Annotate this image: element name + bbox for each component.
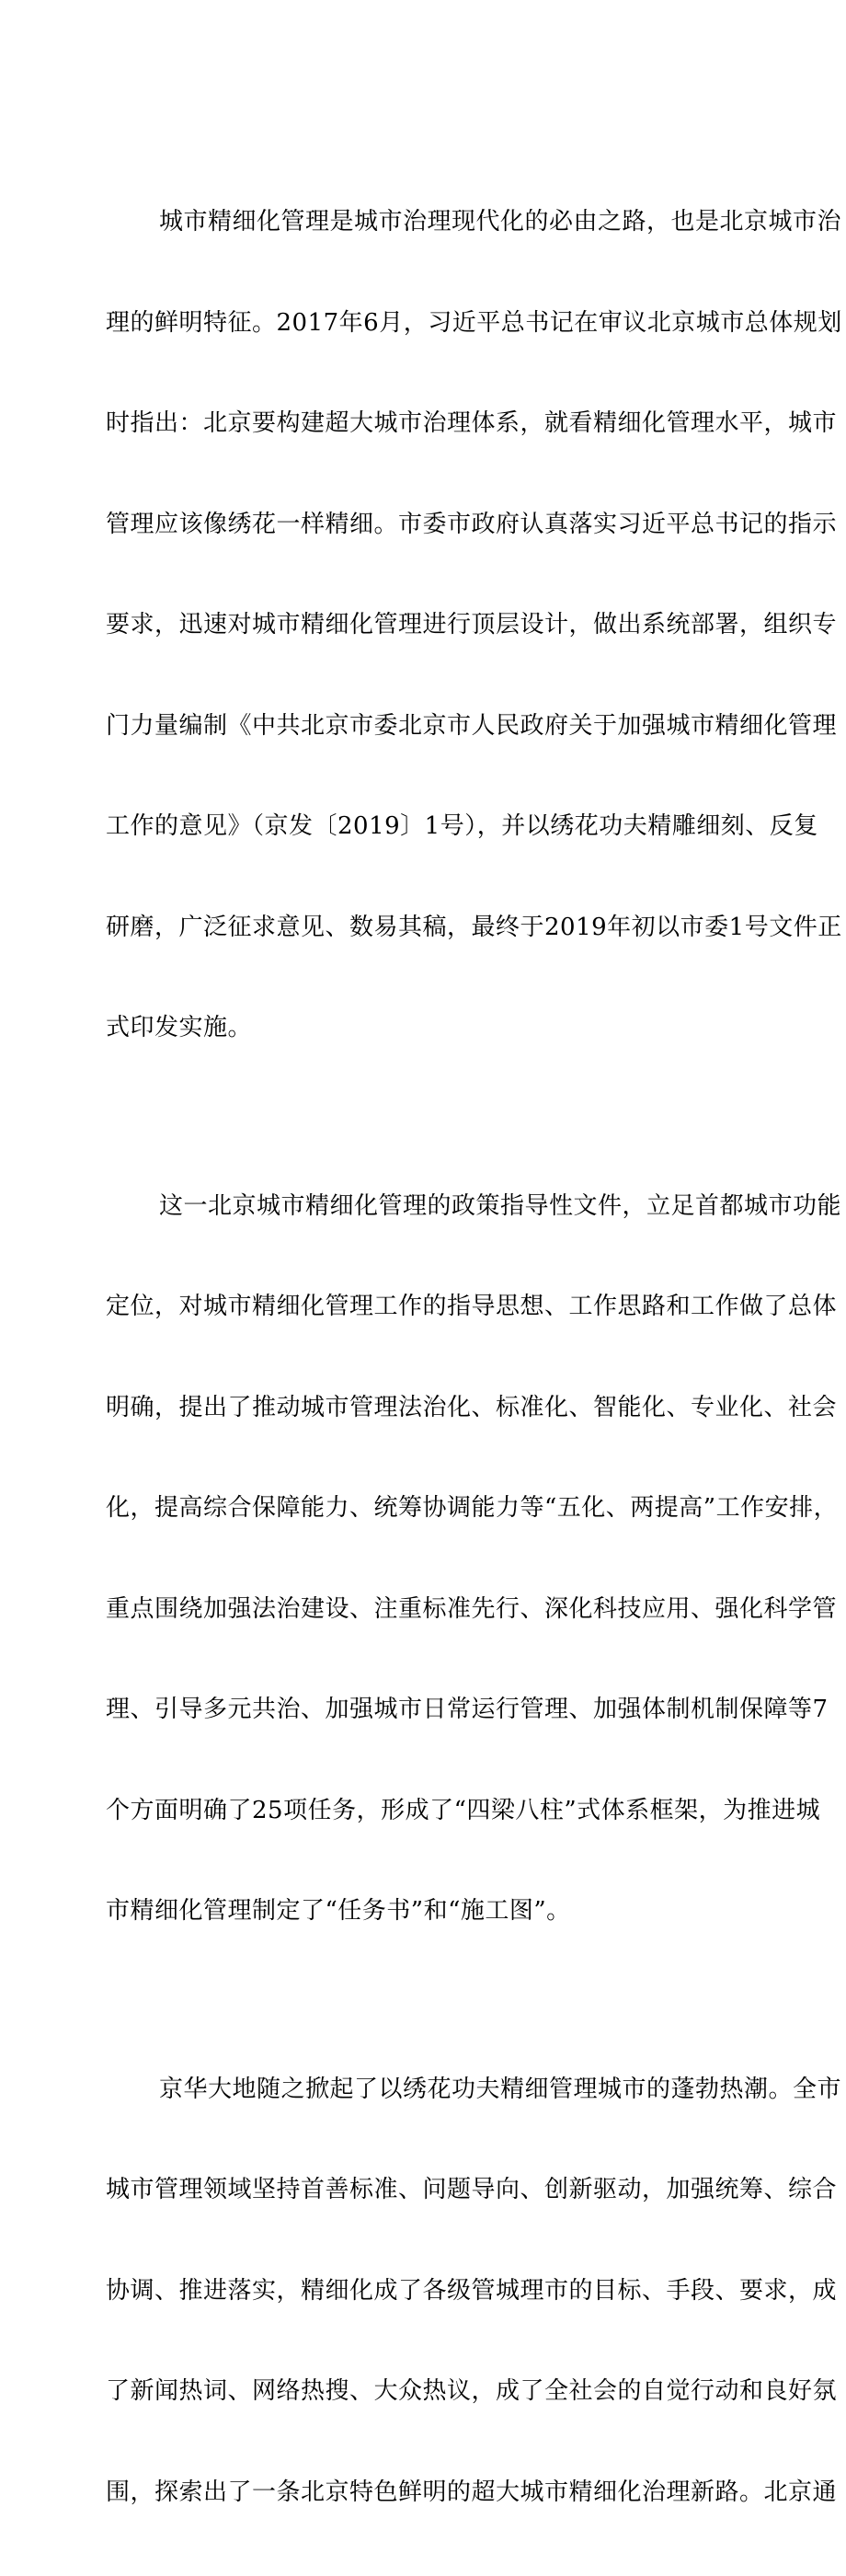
text-line: 管理应该像绣花一样精细。市委市政府认真落实习近平总书记的指示 [106,508,749,542]
paragraph-1 [106,138,749,1112]
document-body [106,138,749,2576]
text-line: 了新闻热词、网络热搜、大众热议，成了全社会的自觉行动和良好氛 [106,2375,749,2409]
text-line: 理、引导多元共治、加强城市日常运行管理、加强体制机制保障等7 [106,1693,749,1727]
paragraph-3 [106,2006,749,2576]
text-line: 工作的意见》（京发〔2019〕1号），并以绣花功夫精雕细刻、反复 [106,810,749,844]
text-line: 式印发实施。 [106,1011,749,1045]
text-line: 城市管理领域坚持首善标准、问题导向、创新驱动，加强统筹、综合 [106,2173,749,2207]
text-line: 明确，提出了推动城市管理法治化、标准化、智能化、专业化、社会 [106,1391,749,1425]
text-line: 研磨，广泛征求意见、数易其稿，最终于2019年初以市委1号文件正 [106,911,749,945]
text-line: 城市精细化管理是城市治理现代化的必由之路，也是北京城市治 [106,205,749,239]
paragraph-2 [106,1122,749,1995]
text-line: 门力量编制《中共北京市委北京市人民政府关于加强城市精细化管理 [106,709,749,743]
text-line: 要求，迅速对城市精细化管理进行顶层设计，做出系统部署，组织专 [106,608,749,642]
text-line: 定位，对城市精细化管理工作的指导思想、工作思路和工作做了总体 [106,1290,749,1324]
text-line: 时指出：北京要构建超大城市治理体系，就看精细化管理水平，城市 [106,407,749,441]
text-line: 围，探索出了一条北京特色鲜明的超大城市精细化治理新路。北京通 [106,2476,749,2510]
text-line: 京华大地随之掀起了以绣花功夫精细管理城市的蓬勃热潮。全市 [106,2073,749,2107]
text-line: 市精细化管理制定了“任务书”和“施工图”。 [106,1894,749,1928]
text-line: 这一北京城市精细化管理的政策指导性文件，立足首都城市功能 [106,1190,749,1224]
text-line: 理的鲜明特征。2017年6月，习近平总书记在审议北京城市总体规划 [106,306,749,340]
text-line: 化，提高综合保障能力、统筹协调能力等“五化、两提高”工作安排， [106,1491,749,1525]
document-page [0,0,846,1197]
text-line: 协调、推进落实，精细化成了各级管城理市的目标、手段、要求，成 [106,2274,749,2308]
text-line: 个方面明确了25项任务，形成了“四梁八柱”式体系框架，为推进城 [106,1794,749,1828]
text-line: 重点围绕加强法治建设、注重标准先行、深化科技应用、强化科学管 [106,1593,749,1627]
